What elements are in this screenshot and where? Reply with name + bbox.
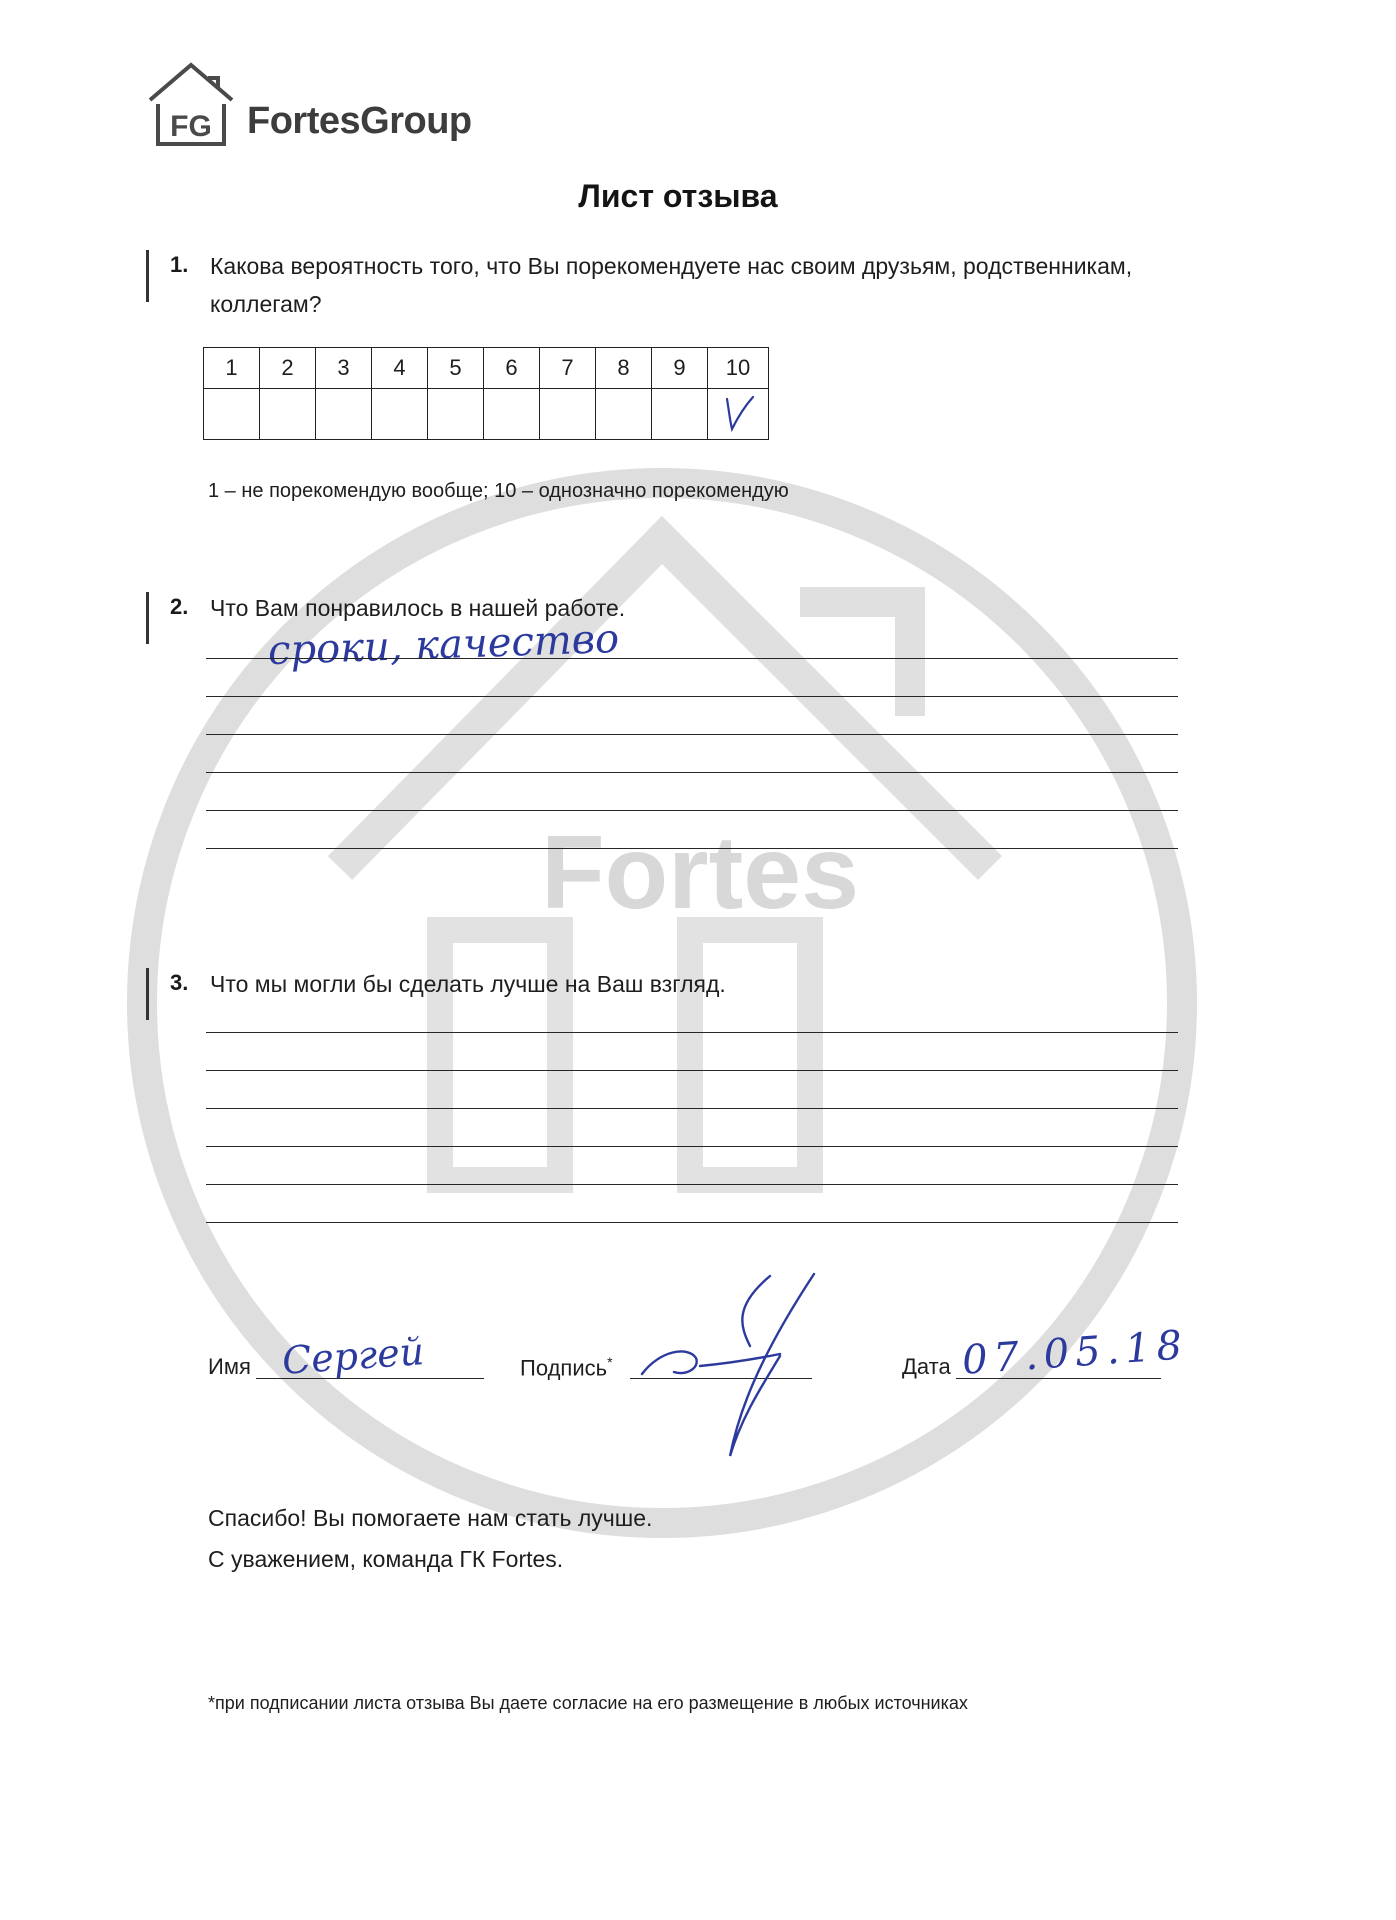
rating-cell-7[interactable] — [540, 389, 596, 440]
rating-label-2: 2 — [260, 348, 316, 389]
rating-cell-10[interactable] — [708, 389, 769, 440]
rating-cell-9[interactable] — [652, 389, 708, 440]
rating-cell-8[interactable] — [596, 389, 652, 440]
rating-label-4: 4 — [372, 348, 428, 389]
rating-cell-2[interactable] — [260, 389, 316, 440]
question-3-text: Что мы могли бы сделать лучше на Ваш взгляд. — [210, 971, 726, 997]
answer-line — [206, 1108, 1178, 1109]
rating-cell-6[interactable] — [484, 389, 540, 440]
rating-label-1: 1 — [204, 348, 260, 389]
question-marker — [146, 968, 149, 1020]
answer-line — [206, 696, 1178, 697]
rating-cell-3[interactable] — [316, 389, 372, 440]
logo-initials: FG — [170, 110, 212, 143]
answer-line — [206, 772, 1178, 773]
page-title: Лист отзыва — [578, 178, 778, 214]
name-value[interactable]: Сергей — [280, 1329, 426, 1383]
question-2-answer[interactable]: сроки, качество — [267, 615, 620, 675]
rating-label-6: 6 — [484, 348, 540, 389]
rating-cell-4[interactable] — [372, 389, 428, 440]
signature-label: Подпись* — [520, 1354, 613, 1381]
rating-label-10: 10 — [708, 348, 769, 389]
name-label: Имя — [208, 1354, 251, 1379]
date-label: Дата — [902, 1354, 951, 1379]
question-1-text-line2: коллегам? — [210, 291, 322, 317]
thanks-line: Спасибо! Вы помогаете нам стать лучше. — [208, 1505, 653, 1531]
regards-line: С уважением, команда ГК Fortes. — [208, 1546, 564, 1572]
question-2-number: 2. — [170, 594, 189, 619]
question-marker — [146, 592, 149, 644]
answer-line — [206, 1070, 1178, 1071]
rating-table — [203, 347, 769, 440]
date-value[interactable]: 07.05.18 — [960, 1322, 1190, 1384]
question-1-number: 1. — [170, 252, 189, 277]
signature-scribble-icon[interactable] — [630, 1266, 830, 1466]
scale-note: 1 – не порекомендую вообще; 10 – однозначно порекомендую — [208, 480, 789, 502]
rating-label-9: 9 — [652, 348, 708, 389]
rating-label-8: 8 — [596, 348, 652, 389]
rating-label-3: 3 — [316, 348, 372, 389]
rating-label-5: 5 — [428, 348, 484, 389]
watermark-text: Fortes — [541, 815, 859, 931]
answer-line — [206, 1184, 1178, 1185]
logo-name: FortesGroup — [247, 100, 472, 142]
question-1-text-line1: Какова вероятность того, что Вы порекомендуете нас своим друзьям, родственникам, — [210, 253, 1133, 279]
answer-line — [206, 810, 1178, 811]
logo-house-icon — [146, 60, 236, 148]
answer-line — [206, 658, 1178, 659]
checkmark-icon — [713, 389, 763, 433]
question-marker — [146, 250, 149, 302]
question-3-number: 3. — [170, 970, 189, 995]
rating-cell-1[interactable] — [204, 389, 260, 440]
question-2-text: Что Вам понравилось в нашей работе. — [210, 595, 626, 621]
answer-line — [206, 848, 1178, 849]
answer-line — [206, 734, 1178, 735]
rating-label-7: 7 — [540, 348, 596, 389]
answer-line — [206, 1032, 1178, 1033]
answer-line — [206, 1146, 1178, 1147]
answer-line — [206, 1222, 1178, 1223]
rating-cell-5[interactable] — [428, 389, 484, 440]
consent-footnote: *при подписании листа отзыва Вы даете согласие на его размещение в любых источниках — [208, 1693, 968, 1713]
